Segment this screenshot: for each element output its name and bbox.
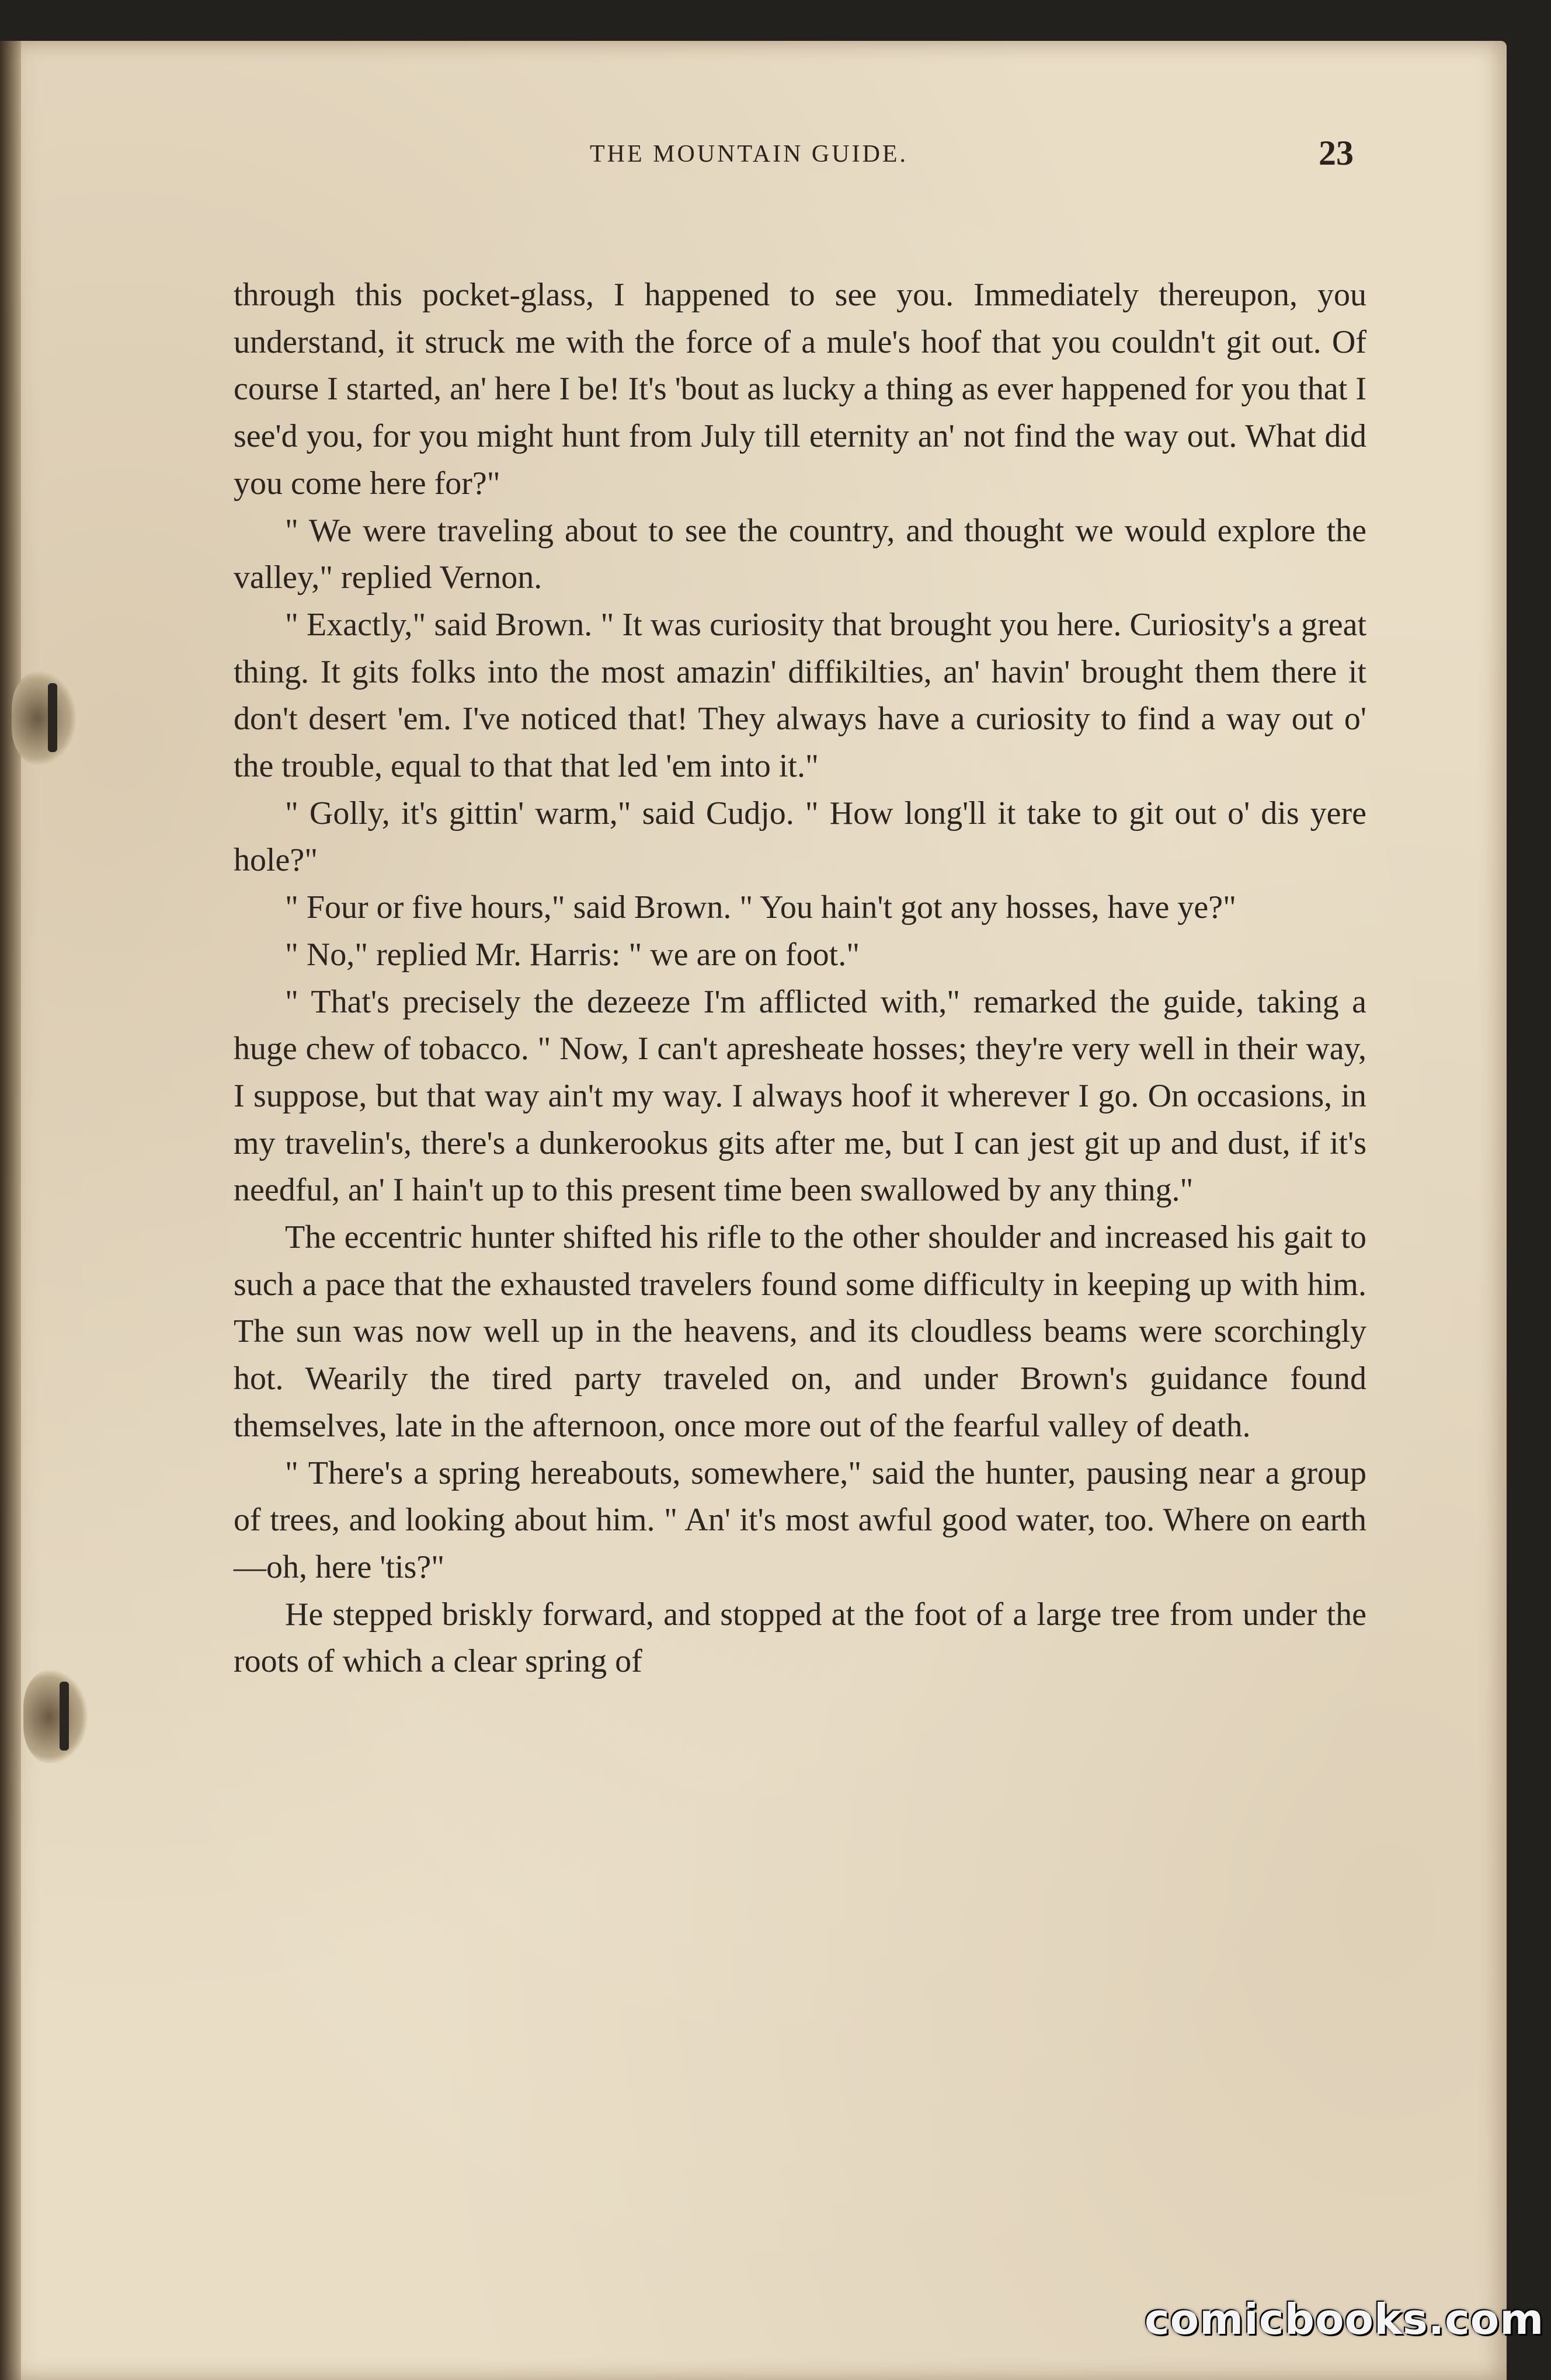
paragraph: " Four or five hours," said Brown. " You hain't got any hosses, have ye?" xyxy=(285,889,1236,926)
page-spine-shadow xyxy=(0,41,21,2380)
book-page xyxy=(0,41,1507,2380)
paragraph: " No," replied Mr. Harris: " we are on foot." xyxy=(285,936,860,973)
paragraph: " That's precisely the dezeeze I'm afflicted with," remarked the guide, taking a huge chew of tobacco. " Now, I can't apresheate hosses; they're very well in their way, I suppose, but that way ain't my way. I always hoof it wherever I go. On occasions, in my travelin's, there's a dunkerookus gits after me, but I can jest git up and dust, if it's needful, an' I hain't up to this present time been swallowed by any thing." xyxy=(234,983,1366,1209)
binding-hole-icon xyxy=(23,1670,88,1763)
body-text xyxy=(234,272,1366,1685)
paragraph: He stepped briskly forward, and stopped at the foot of a large tree from under the roots of which a clear spring of xyxy=(234,1596,1366,1680)
paragraph: " Golly, it's gittin' warm," said Cudjo. " How long'll it take to git out o' dis yere hole?" xyxy=(234,795,1366,879)
paragraph: " There's a spring hereabouts, somewhere," said the hunter, pausing near a group of trees, and looking about him. " An' it's most awful good water, too. Where on earth—oh, here 'tis?" xyxy=(234,1455,1366,1585)
paragraph: " We were traveling about to see the country, and thought we would explore the valley," replied Vernon. xyxy=(234,512,1366,596)
binding-hole-icon xyxy=(12,671,76,765)
paragraph: " Exactly," said Brown. " It was curiosity that brought you here. Curiosity's a great thing. It gits folks into the most amazin' diffikilties, an' havin' brought them there it don't desert 'em. I've noticed that! They always have a curiosity to find a way out o' the trouble, equal to that that led 'em into it." xyxy=(234,606,1366,785)
watermark: comicbooks.com xyxy=(1145,2295,1545,2344)
paragraph: through this pocket-glass, I happened to see you. Immediately thereupon, you understand, it struck me with the force of a mule's hoof that you couldn't git out. Of course I started, an' here I be! It's 'bout as lucky a thing as ever happened for you that I see'd you, for you might hunt from July till eternity an' not find the way out. What did you come here for?" xyxy=(234,277,1366,502)
running-head xyxy=(0,134,1507,175)
running-title: THE MOUNTAIN GUIDE. xyxy=(590,141,909,168)
page-number: 23 xyxy=(1319,134,1354,172)
paragraph: The eccentric hunter shifted his rifle to the other shoulder and increased his gait to such a pace that the exhausted travelers found some difficulty in keeping up with him. The sun was now well up in the heavens, and its cloudless beams were scorchingly hot. Wearily the tired party traveled on, and under Brown's guidance found themselves, late in the afternoon, once more out of the fearful valley of death. xyxy=(234,1219,1366,1444)
